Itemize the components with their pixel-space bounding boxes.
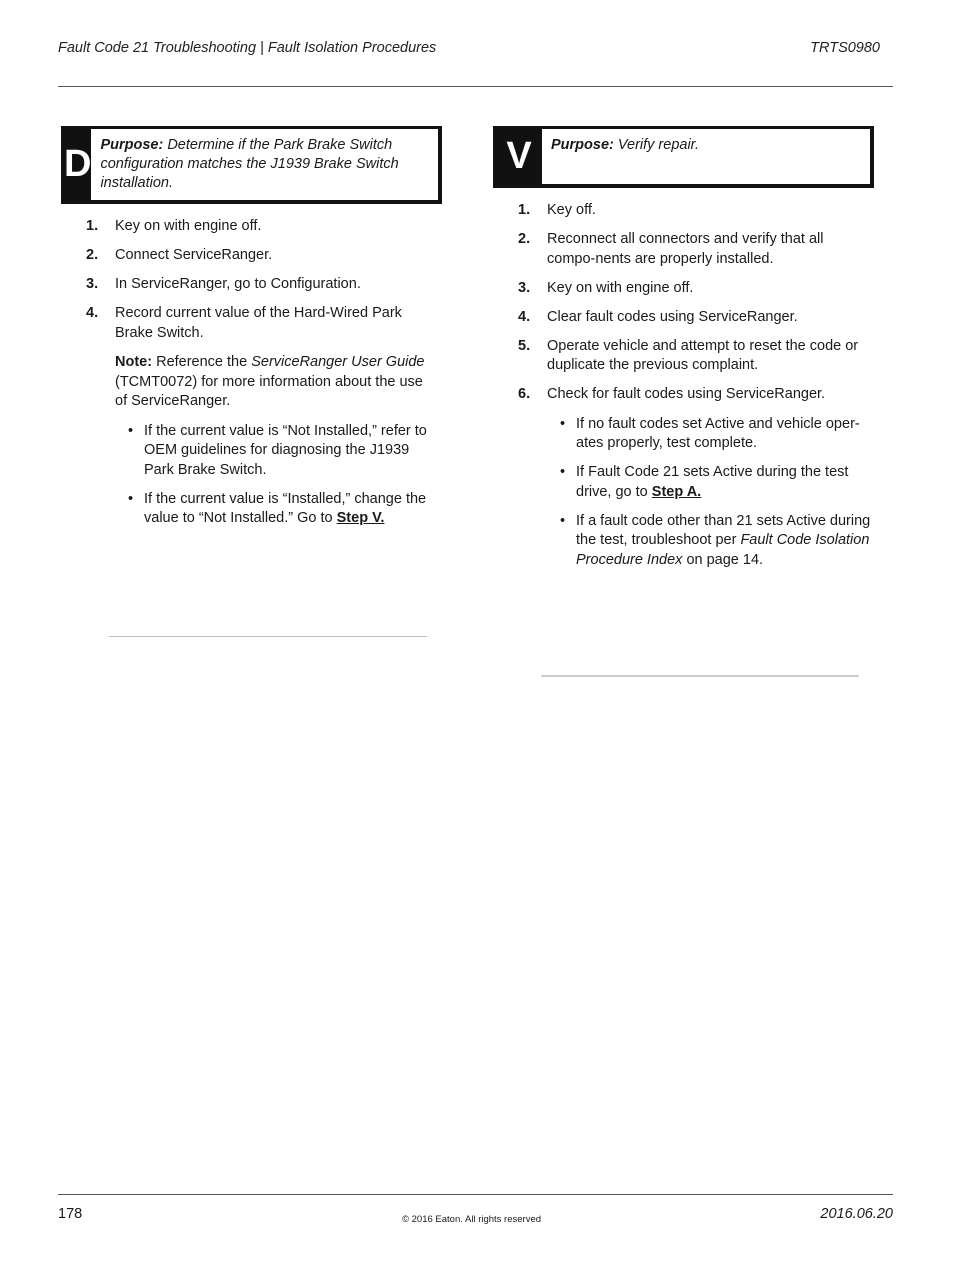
step-text: Reconnect all connectors and verify that all compo-nents are properly installed. — [547, 231, 824, 267]
list-item — [518, 308, 874, 328]
list-item — [86, 304, 438, 529]
bullet-item — [128, 422, 438, 481]
bullet-text: If the current value is “Not Installed,” refer to OEM guidelines for diagnosing the J1939 Park Brake Switch. — [144, 422, 427, 478]
list-item — [518, 337, 874, 376]
step-a-link[interactable]: Step A. — [651, 483, 702, 500]
bullet-item — [560, 415, 874, 454]
bullet-text: If no fault codes set Active and vehicle oper-ates properly, test complete. — [576, 415, 860, 451]
step-text: Key on with engine off. — [547, 279, 694, 296]
copyright: © 2016 Eaton. All rights reserved — [402, 1214, 542, 1225]
step-number: 1. — [86, 218, 99, 234]
step-number: 2. — [86, 247, 99, 263]
step-text: Check for fault codes using ServiceRanger. — [547, 386, 826, 402]
end-of-step-v-rule — [541, 675, 859, 677]
bullet-text-post: on page 14. — [686, 551, 764, 568]
note-text-post: (TCMT0072) for more information about the use of ServiceRanger. — [115, 373, 423, 409]
list-item — [518, 385, 874, 570]
step-d-purpose-box — [61, 126, 442, 204]
step-d-purpose-label: Purpose: — [100, 137, 164, 153]
step-v-purpose-label: Purpose: — [551, 137, 614, 153]
step-number: 1. — [518, 202, 531, 218]
page-number: 178 — [58, 1206, 83, 1222]
note-paragraph — [115, 353, 438, 412]
step-number: 3. — [86, 276, 99, 292]
step-text: Key on with engine off. — [115, 218, 262, 234]
bullet-text: If Fault Code 21 sets Active during the test drive, go to — [576, 464, 849, 500]
step-text: Connect ServiceRanger. — [115, 247, 273, 263]
step-v-procedure — [518, 201, 874, 580]
bullet-item — [560, 512, 874, 571]
step-number: 2. — [518, 231, 531, 247]
step-d-purpose-text: Determine if the Park Brake Switch configuration matches the J1939 Brake Switch installation. — [100, 137, 399, 191]
step-number: 4. — [518, 308, 531, 325]
step-d-procedure — [86, 217, 438, 538]
list-item — [86, 217, 438, 237]
step-text: In ServiceRanger, go to Configuration. — [115, 276, 361, 292]
footer-rule — [58, 1194, 893, 1195]
running-header-title: Fault Code 21 Troubleshooting | Fault Isolation Procedures — [58, 40, 437, 56]
step-v-bullets — [547, 415, 874, 571]
step-d-bullets — [115, 422, 438, 529]
list-item — [86, 275, 438, 295]
step-number: 6. — [518, 386, 531, 402]
list-item — [518, 279, 874, 299]
end-of-step-d-rule — [109, 636, 427, 637]
bullet-icon: • — [560, 464, 566, 480]
bullet-item — [560, 463, 874, 502]
step-text: Clear fault codes using ServiceRanger. — [547, 308, 798, 325]
list-item — [518, 230, 874, 269]
bullet-icon: • — [560, 512, 566, 529]
note-guide-title: ServiceRanger User Guide — [251, 354, 425, 370]
header-rule — [58, 86, 893, 87]
bullet-item — [128, 490, 438, 529]
revision-date: 2016.06.20 — [820, 1206, 893, 1222]
step-v-purpose-text: Verify repair. — [617, 137, 699, 153]
step-d-list — [86, 217, 438, 529]
step-text: Key off. — [547, 202, 596, 218]
step-d-purpose — [91, 129, 438, 200]
step-text: Record current value of the Hard-Wired Park Brake Switch. — [115, 305, 402, 341]
step-v-letter: V — [496, 129, 542, 184]
step-number: 5. — [518, 337, 531, 354]
list-item — [86, 246, 438, 266]
step-text: Operate vehicle and attempt to reset the code or duplicate the previous complaint. — [547, 337, 859, 373]
note-text-pre: Reference the — [156, 354, 248, 370]
running-header-doc-id: TRTS0980 — [810, 40, 880, 56]
step-v-list — [518, 201, 874, 570]
bullet-text: If a fault code other than 21 sets Active during the test, troubleshoot per — [576, 512, 871, 548]
step-v-purpose — [542, 129, 707, 184]
step-number: 3. — [518, 279, 531, 296]
step-number: 4. — [86, 305, 99, 321]
bullet-icon: • — [128, 422, 134, 439]
bullet-icon: • — [128, 490, 134, 507]
step-v-purpose-box — [493, 126, 874, 188]
note-label: Note: — [115, 354, 153, 370]
index-reference: Fault Code Isolation Procedure Index — [576, 532, 870, 568]
step-d-letter: D — [64, 129, 91, 200]
bullet-icon: • — [560, 415, 566, 432]
list-item — [518, 201, 874, 221]
step-v-link[interactable]: Step V. — [336, 510, 385, 526]
bullet-text: If the current value is “Installed,” change the value to “Not Installed.” Go to — [144, 490, 427, 526]
